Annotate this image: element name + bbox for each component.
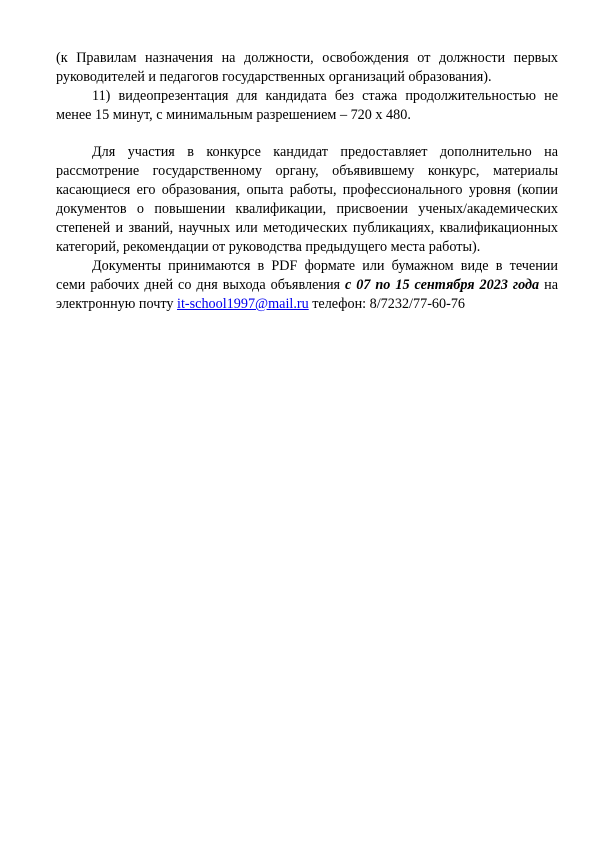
submission-dates: с 07 по 15 сентября 2023 года	[345, 277, 540, 293]
paragraph-submission-info	[56, 257, 558, 314]
paragraph-video-presentation: 11) видеопрезентация для кандидата без стажа продолжительностью не менее 15 минут, с минимальным разрешением – 720 х 480.	[56, 88, 558, 123]
submission-text-mid: на электронную почту	[56, 277, 559, 312]
phone-text: телефон: 8/7232/77-60-76	[308, 296, 466, 312]
document-body	[56, 49, 558, 314]
paragraph-spacer	[56, 125, 558, 143]
email-link[interactable]: it-school1997@mail.ru	[177, 296, 309, 312]
paragraph-rules-reference: (к Правилам назначения на должности, освобождения от должности первых руководителей и педагогов государственных организаций образования).	[56, 50, 558, 85]
paragraph-additional-materials: Для участия в конкурсе кандидат предоставляет дополнительно на рассмотрение государственному органу, объявившему конкурс, материалы касающиеся его образования, опыта работы, профессионального уровня (копии документов о повышении квалификации, присвоении ученых/академических степеней и званий, научных или методических публикациях, квалификационных категорий, рекомендации от руководства предыдущего места работы).	[56, 144, 558, 255]
submission-text-start: Документы принимаются в PDF формате или бумажном виде в течении семи рабочих дней со дня выхода объявления	[56, 258, 558, 293]
